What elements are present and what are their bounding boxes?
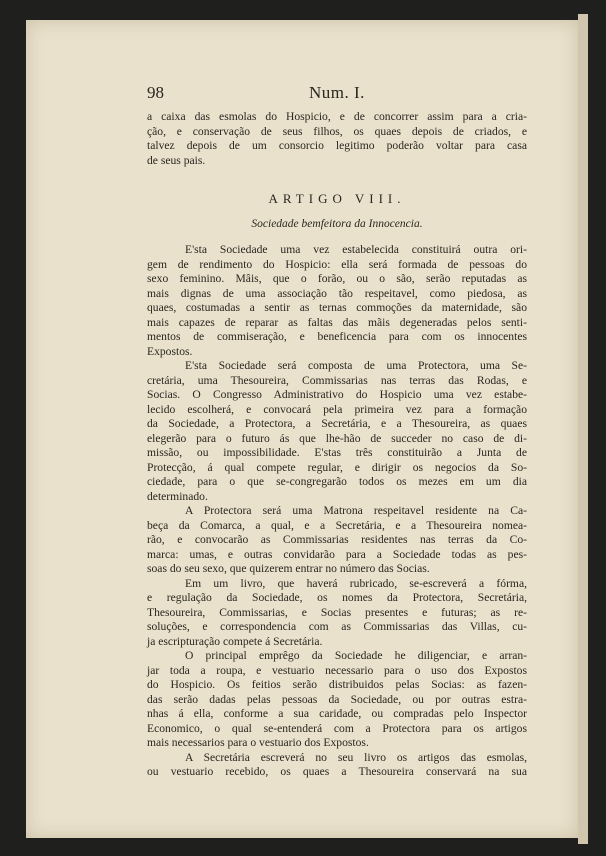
text-line: Thesoureira, Commissarias, e Socias presentes e futuras; as re-	[147, 605, 527, 619]
text-line: Socias. O Congresso Administrativo do Hospicio uma vez estabe-	[147, 388, 527, 401]
text-line: e regulação da Sociedade, os nomes da Protectora, Secretária,	[147, 591, 527, 604]
article-paragraph	[147, 577, 527, 650]
intro-paragraph	[147, 110, 527, 168]
page-number: 98	[147, 83, 164, 102]
text-line: sexo feminino. Mâis, que o forão, ou o são, serão reputadas as	[147, 272, 527, 285]
text-line: ja escripturação compete á Secretária.	[147, 634, 323, 648]
article-paragraph	[147, 359, 527, 504]
text-line: O principal emprêgo da Sociedade he diligenciar, e arran-	[185, 649, 527, 662]
article-body	[147, 243, 527, 780]
text-line: Em um livro, que haverá rubricado, se-escreverá a fórma,	[185, 576, 527, 590]
text-line: mais necessarios para o vestuario dos Expostos.	[147, 736, 369, 749]
text-line: talvez depois de um consorcio legitimo poderão voltar para casa	[147, 139, 527, 152]
text-line: nhas á ella, conforme a sua caridade, ou compradas pelo Inspector	[147, 707, 527, 720]
article-paragraph	[147, 649, 527, 751]
text-line: missão, ou impossibilidade. E'stas três constituirão a Junta de	[147, 446, 527, 459]
text-line: rão, e convocarão as Commissarias residentes nas terras da Co-	[147, 533, 527, 546]
text-line: mais dignas de uma associação tão respeitavel, como piedosa, as	[147, 286, 527, 300]
text-line: cretária, uma Thesoureira, Commissarias nas terras das Rodas, e	[147, 373, 527, 387]
text-line: lecido escolherá, e convocará pela primeira vez para a formação	[147, 402, 527, 416]
text-line: A Secretária escreverá no seu livro os artigos das esmolas,	[185, 750, 527, 764]
text-line: E'sta Sociedade será composta de uma Protectora, uma Se-	[185, 359, 527, 372]
text-line: das serão dadas pelas pessoas da Sociedade, ou por outras estra-	[147, 692, 527, 706]
text-line: mais capazes de reparar as faltas das mãis degeneradas pelos senti-	[147, 315, 527, 329]
page-text	[147, 83, 527, 780]
text-line: elegerão para o futuro ás que lhe-hão de succeder no caso de di-	[147, 431, 527, 445]
text-line: beça da Comarca, a qual, e a Secretária, e a Thesoureira nomea-	[147, 518, 527, 532]
article-title: ARTIGO VIII.	[268, 191, 406, 206]
text-line: E'sta Sociedade uma vez estabelecida constituirá outra ori-	[185, 243, 527, 256]
adjacent-page-edge	[578, 14, 588, 844]
text-line: a caixa das esmolas do Hospicio, e de concorrer assim para a cria-	[147, 110, 527, 123]
page-header	[147, 83, 527, 108]
text-line: soluções, e correspondencia com as Commissarias das Villas, cu-	[147, 620, 527, 633]
text-line: A Protectora será uma Matrona respeitavel residente na Ca-	[185, 504, 527, 517]
text-line: gem de rendimento do Hospicio: ella será formada de pessoas do	[147, 257, 527, 271]
text-line: determinado.	[147, 489, 208, 503]
text-line: mentos de commiseração, e beneficencia para com os innocentes	[147, 330, 527, 343]
article-paragraph	[147, 504, 527, 577]
running-head: Num. I.	[309, 83, 365, 102]
article-paragraph	[147, 243, 527, 359]
text-line: ção, e conservação de seus filhos, os quaes depois de criados, e	[147, 124, 527, 138]
text-line: Protecção, á qual compete regular, e dirigir os negocios da So-	[147, 460, 527, 474]
article-subtitle: Sociedade bemfeitora da Innocencia.	[251, 217, 423, 230]
text-line: de seus pais.	[147, 153, 206, 167]
text-line: do Hospicio. Os feitios serão distribuidos pelas Socias: as fazen-	[147, 678, 527, 691]
text-line: marca: umas, e outras convidarão para a Sociedade todas as pes-	[147, 547, 527, 561]
text-line: ou vestuario recebido, os quaes a Thesoureira conservará na sua	[147, 765, 527, 778]
text-line: soas do seu sexo, que quizerem entrar no número das Socias.	[147, 562, 430, 575]
text-line: jar toda a roupa, e vestuario necessario para o uso dos Expostos	[147, 663, 527, 677]
text-line: da Sociedade, a Protectora, a Secretária, e a Thesoureira, as quaes	[147, 417, 527, 430]
text-line: Expostos.	[147, 344, 193, 358]
text-line: ciedade, para o que se-congregarão todos os mezes em um dia	[147, 475, 527, 488]
text-line: quaes, costumadas a sentir as ternas commoções da maternidade, são	[147, 301, 527, 314]
text-line: Economico, o qual se-entenderá com a Protectora para os artigos	[147, 721, 527, 735]
article-paragraph	[147, 751, 527, 780]
